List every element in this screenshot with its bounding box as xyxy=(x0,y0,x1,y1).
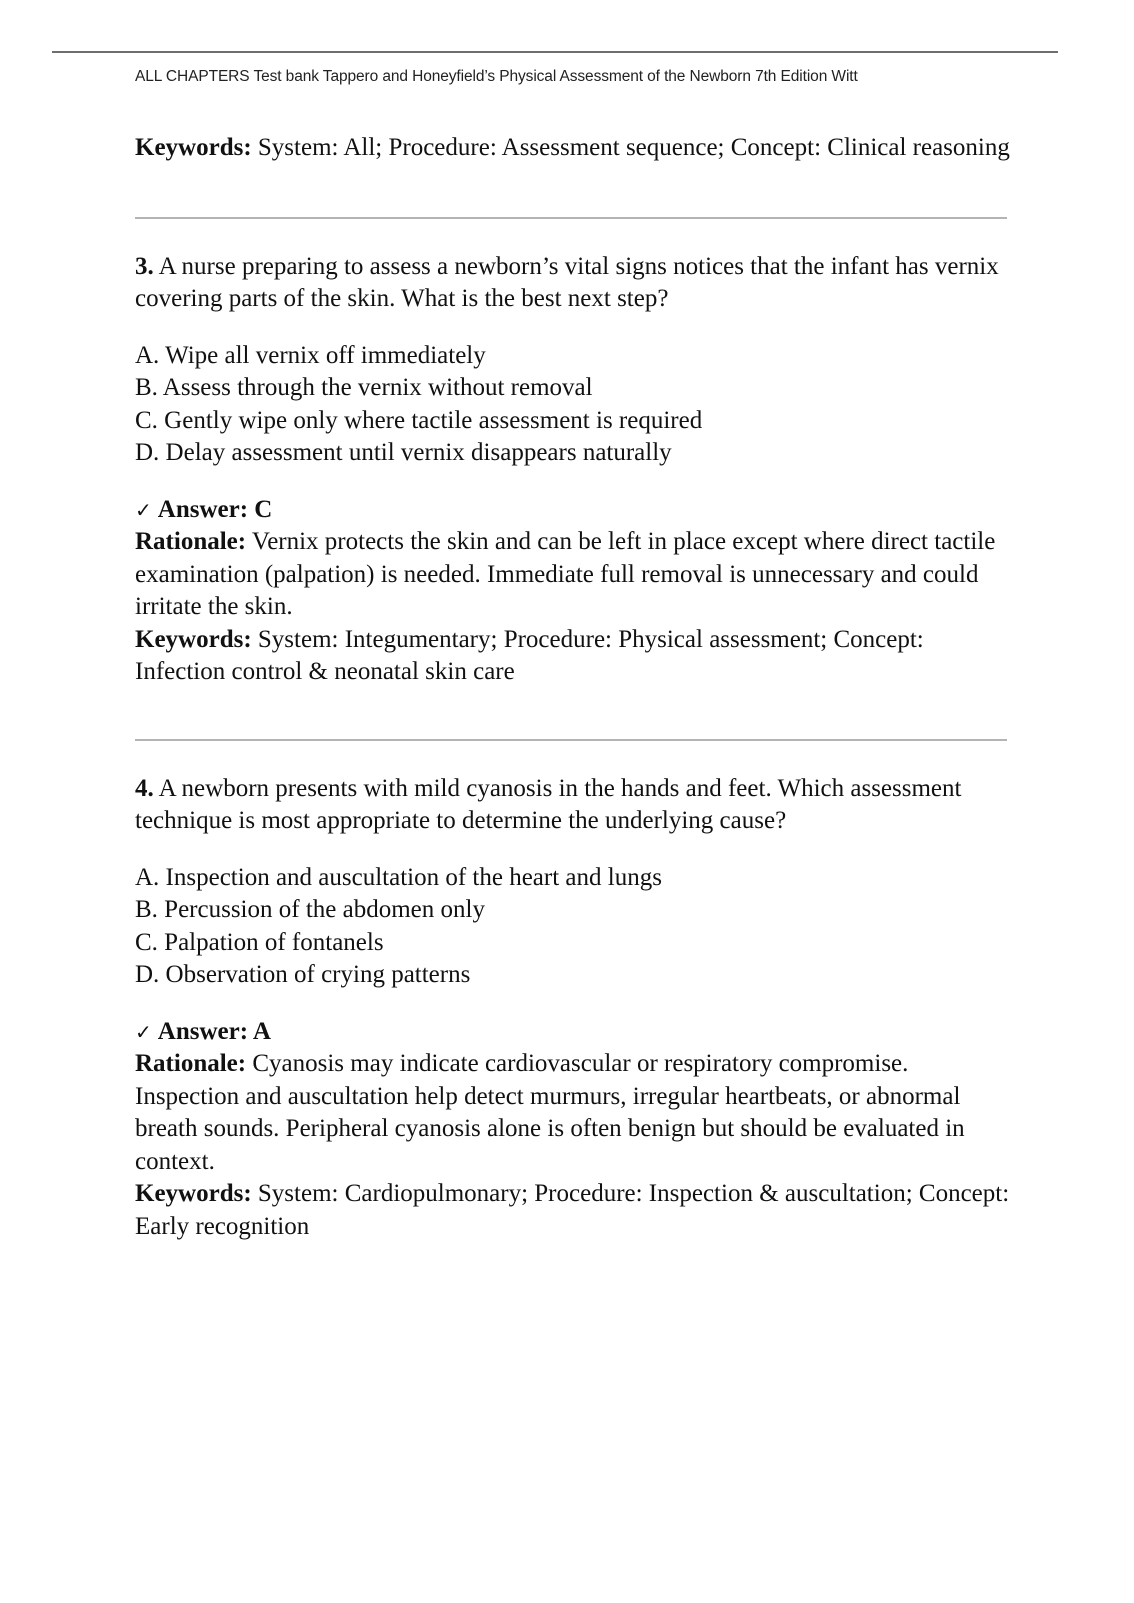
separator xyxy=(135,217,1007,219)
keywords-text: System: Cardiopulmonary; Procedure: Inspection & auscultation; Concept: Early recognition xyxy=(135,1180,1010,1240)
answer-label: Answer: C xyxy=(157,495,273,523)
rationale xyxy=(135,1048,1015,1178)
option-a: A. Wipe all vernix off immediately xyxy=(135,341,486,369)
question-block xyxy=(135,251,1015,689)
document-body xyxy=(135,132,1015,1243)
rationale-label: Rationale: xyxy=(135,1050,247,1077)
answer-label: Answer: A xyxy=(157,1017,271,1045)
option-c: C. Palpation of fontanels xyxy=(135,928,384,956)
options-list xyxy=(135,340,1015,470)
keywords-label: Keywords: xyxy=(135,625,252,653)
keywords-label: Keywords: xyxy=(135,134,252,161)
answer-line xyxy=(135,494,1015,527)
keywords-label: Keywords: xyxy=(135,1180,252,1207)
option-d: D. Delay assessment until vernix disappears naturally xyxy=(135,439,672,466)
keywords xyxy=(135,624,1015,689)
rationale xyxy=(135,526,1015,624)
keywords-text: System: Integumentary; Procedure: Physical assessment; Concept: Infection control & neonatal skin care xyxy=(135,625,924,685)
question-number: 3. xyxy=(135,252,154,280)
option-c: C. Gently wipe only where tactile assessment is required xyxy=(135,406,703,434)
answer-block xyxy=(135,494,1015,689)
rationale-text: Cyanosis may indicate cardiovascular or respiratory compromise. Inspection and auscultation help detect murmurs, irregular heartbeats, or abnormal breath sounds. Peripheral cyanosis alone is often benign but should be evaluated in context. xyxy=(135,1050,965,1175)
answer-block xyxy=(135,1016,1015,1244)
header-rule xyxy=(52,51,1058,53)
check-mark-icon: ✓ xyxy=(135,497,152,522)
option-b: B. Assess through the vernix without removal xyxy=(135,374,593,401)
question-block xyxy=(135,773,1015,1244)
rationale-label: Rationale: xyxy=(135,528,247,555)
separator xyxy=(135,739,1007,741)
question-number: 4. xyxy=(135,774,154,802)
option-b: B. Percussion of the abdomen only xyxy=(135,896,485,923)
options-list xyxy=(135,862,1015,992)
previous-keywords xyxy=(135,132,1015,165)
check-mark-icon: ✓ xyxy=(135,1019,152,1044)
document-header: ALL CHAPTERS Test bank Tappero and Honeyfield’s Physical Assessment of the Newborn 7th Edition Witt xyxy=(135,68,858,85)
rationale-text: Vernix protects the skin and can be left in place except where direct tactile examination (palpation) is needed. Immediate full removal is unnecessary and could irritate the skin. xyxy=(135,528,996,620)
question-text: A newborn presents with mild cyanosis in the hands and feet. Which assessment technique is most appropriate to determine the underlying cause? xyxy=(135,774,962,834)
keywords xyxy=(135,1178,1015,1243)
answer-line xyxy=(135,1016,1015,1049)
question-text: A nurse preparing to assess a newborn’s vital signs notices that the infant has vernix covering parts of the skin. What is the best next step? xyxy=(135,252,999,312)
option-d: D. Observation of crying patterns xyxy=(135,961,471,988)
option-a: A. Inspection and auscultation of the heart and lungs xyxy=(135,863,662,891)
keywords-text: System: All; Procedure: Assessment sequence; Concept: Clinical reasoning xyxy=(251,134,1010,161)
question-stem xyxy=(135,773,1015,838)
question-stem xyxy=(135,251,1015,316)
